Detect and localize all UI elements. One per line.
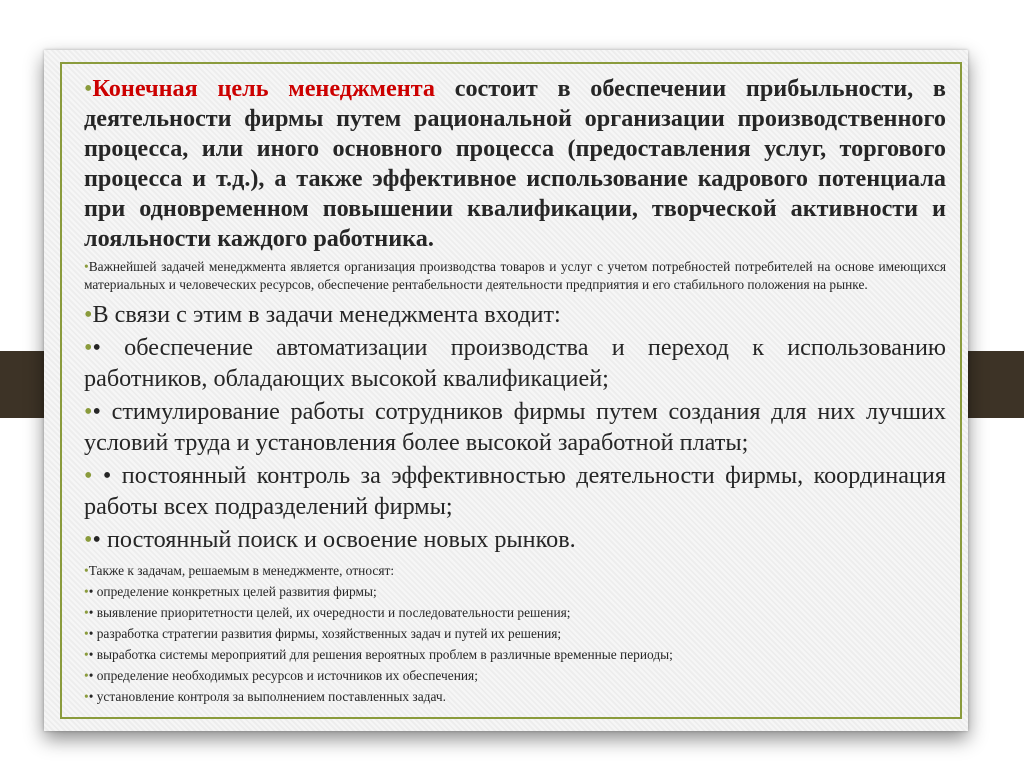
bullet-icon: •	[84, 563, 89, 578]
bullet-icon: •	[84, 605, 89, 620]
task-item-text: • обеспечение автоматизации производства и переход к использованию работников, обладающих высокой квалификацией;	[84, 334, 946, 392]
bullet-icon: •	[84, 584, 89, 599]
bullet-icon: •	[84, 75, 93, 102]
also-item-text: • определение конкретных целей развития фирмы;	[88, 584, 377, 599]
also-item	[84, 581, 946, 602]
also-item-text: • разработка стратегии развития фирмы, хозяйственных задач и путей их решения;	[88, 626, 562, 641]
task-item-text: • постоянный контроль за эффективностью деятельности фирмы, координация работы всех подразделений фирмы;	[84, 462, 946, 520]
also-item	[84, 665, 946, 686]
task-item	[84, 396, 946, 458]
task-item-text: • постоянный поиск и освоение новых рынков.	[92, 526, 576, 553]
tasks-heading-text: В связи с этим в задачи менеджмента входит:	[92, 301, 561, 328]
also-item-text: • определение необходимых ресурсов и источников их обеспечения;	[88, 668, 478, 683]
also-item	[84, 686, 946, 707]
intro-highlight: Конечная цель менеджмента	[92, 75, 435, 102]
tasks-heading	[84, 299, 946, 330]
also-heading-text: Также к задачам, решаемым в менеджменте, относят:	[88, 563, 395, 578]
main-task-text: Важнейшей задачей менеджмента является организация производства товаров и услуг с учетом потребностей потребителей на основе имеющихся материальных и человеческих ресурсов, обеспечение рентабельности деятельности предприятия и его стабильного положения на рынке.	[84, 259, 946, 292]
main-task-paragraph	[84, 258, 946, 293]
bullet-icon: •	[84, 526, 93, 553]
also-heading	[84, 560, 946, 581]
also-item-text: • выработка системы мероприятий для решения вероятных проблем в различные временные периоды;	[88, 647, 673, 662]
also-item-text: • выявление приоритетности целей, их очередности и последовательности решения;	[88, 605, 571, 620]
task-item	[84, 460, 946, 522]
bullet-icon: •	[84, 668, 89, 683]
also-item-text: • установление контроля за выполнением поставленных задач.	[88, 689, 446, 704]
bullet-icon: •	[84, 398, 93, 425]
also-item	[84, 623, 946, 644]
bullet-icon: •	[84, 334, 93, 361]
bullet-icon: •	[84, 647, 89, 662]
bullet-icon: •	[84, 626, 89, 641]
bullet-icon: •	[84, 259, 89, 274]
bullet-icon: •	[84, 301, 93, 328]
intro-text: состоит в обеспечении прибыльности, в деятельности фирмы путем рациональной организации производственного процесса, или иного основного процесса (предоставления услуг, торгового процесса и т.д.), а также эффективное использование кадрового потенциала при одновременном повышении квалификации, творческой активности и лояльности каждого работника.	[84, 75, 946, 252]
task-item-text: • стимулирование работы сотрудников фирмы путем создания для них лучших условий труда и установления более высокой заработной платы;	[84, 398, 946, 456]
task-item	[84, 524, 946, 555]
task-item	[84, 332, 946, 394]
slide-content	[84, 74, 946, 707]
also-item	[84, 644, 946, 665]
also-item	[84, 602, 946, 623]
bullet-icon: •	[84, 689, 89, 704]
bullet-icon: •	[84, 462, 93, 489]
intro-paragraph	[84, 74, 946, 254]
